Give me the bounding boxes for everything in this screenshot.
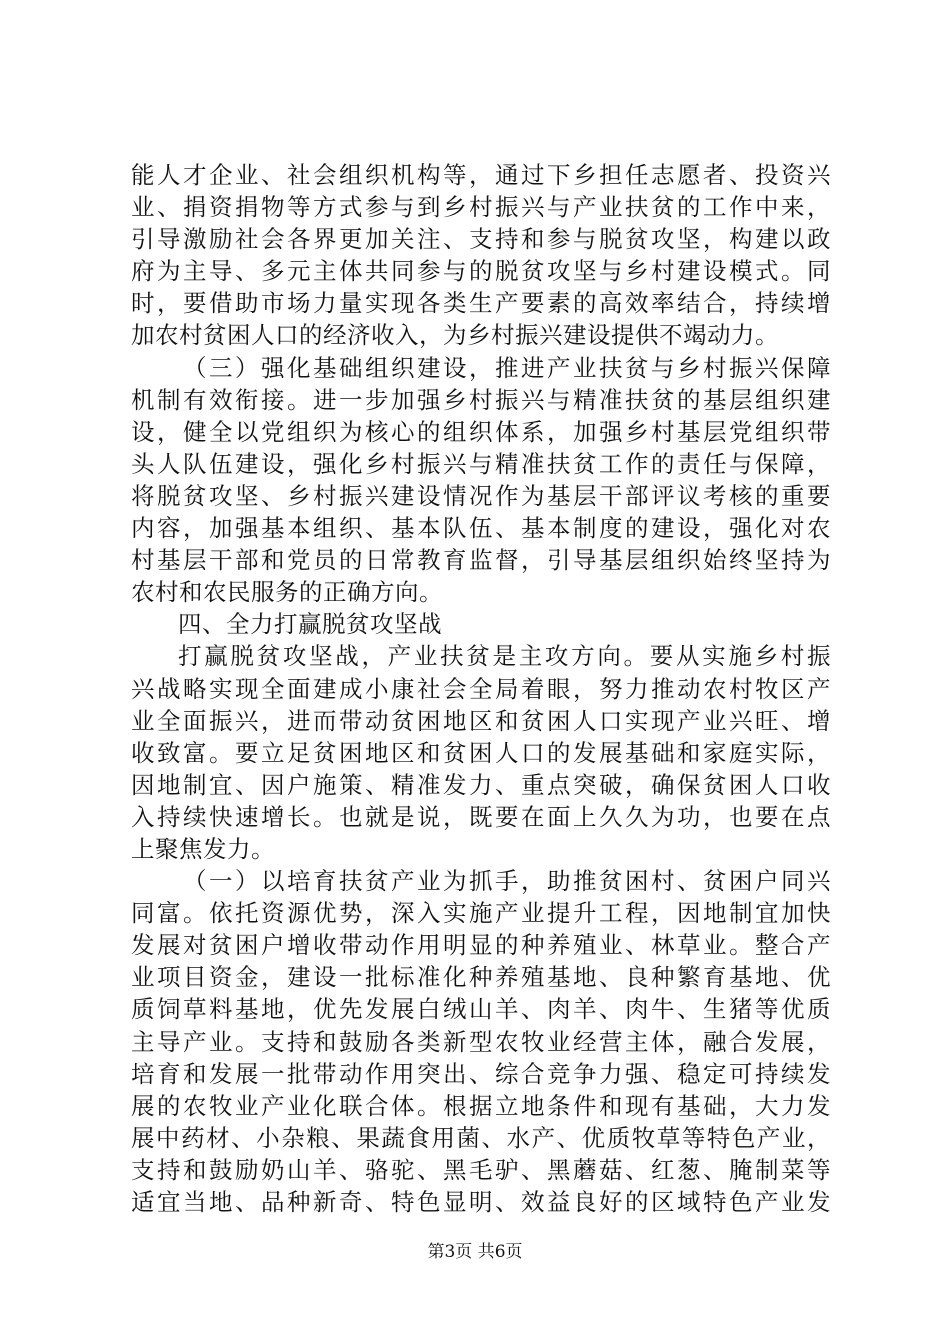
- text-line: 府为主导、多元主体共同参与的脱贫攻坚与乡村建设模式。同: [131, 257, 831, 286]
- text-line: 业、捐资捐物等方式参与到乡村振兴与产业扶贫的工作中来，: [131, 193, 831, 222]
- text-line: 同富。依托资源优势，深入实施产业提升工程，因地制宜加快: [131, 899, 831, 928]
- text-line: 收致富。要立足贫困地区和贫困人口的发展基础和家庭实际，: [131, 738, 831, 767]
- text-line: 农村和农民服务的正确方向。: [131, 578, 443, 607]
- text-line: 打赢脱贫攻坚战，产业扶贫是主攻方向。要从实施乡村振: [178, 642, 831, 671]
- text-line: 支持和鼓励奶山羊、骆驼、黑毛驴、黑蘑菇、红葱、腌制菜等: [131, 1155, 831, 1184]
- text-line: 培育和发展一批带动作用突出、综合竞争力强、稳定可持续发: [131, 1059, 831, 1088]
- document-body: [131, 159, 831, 1218]
- text-line: 四、全力打赢脱贫攻坚战: [178, 610, 442, 639]
- text-line: 将脱贫攻坚、乡村振兴建设情况作为基层干部评议考核的重要: [131, 481, 831, 510]
- text-line: 加农村贫困人口的经济收入，为乡村振兴建设提供不竭动力。: [131, 321, 779, 350]
- text-line: 头人队伍建设，强化乡村振兴与精准扶贫工作的责任与保障，: [131, 449, 831, 478]
- text-line: 设，健全以党组织为核心的组织体系，加强乡村基层党组织带: [131, 417, 831, 446]
- text-line: 适宜当地、品种新奇、特色显明、效益良好的区域特色产业发: [131, 1188, 831, 1216]
- text-line: 机制有效衔接。进一步加强乡村振兴与精准扶贫的基层组织建: [131, 385, 831, 414]
- text-line: （三）强化基础组织建设，推进产业扶贫与乡村振兴保障: [183, 353, 831, 382]
- text-line: 上聚焦发力。: [131, 834, 275, 863]
- text-line: 发展对贫困户增收带动作用明显的种养殖业、林草业。整合产: [131, 931, 831, 960]
- text-line: 展中药材、小杂粮、果蔬食用菌、水产、优质牧草等特色产业，: [131, 1123, 831, 1152]
- text-line: 时，要借助市场力量实现各类生产要素的高效率结合，持续增: [131, 289, 831, 318]
- page-footer: 第3页 共6页: [427, 1242, 523, 1262]
- text-line: 引导激励社会各界更加关注、支持和参与脱贫攻坚，构建以政: [131, 225, 831, 254]
- text-line: （一）以培育扶贫产业为抓手，助推贫困村、贫困户同兴: [183, 867, 831, 896]
- text-line: 村基层干部和党员的日常教育监督，引导基层组织始终坚持为: [131, 546, 831, 575]
- text-line: 主导产业。支持和鼓励各类新型农牧业经营主体，融合发展，: [131, 1027, 831, 1056]
- text-line: 内容，加强基本组织、基本队伍、基本制度的建设，强化对农: [131, 514, 831, 543]
- text-line: 质饲草料基地，优先发展白绒山羊、肉羊、肉牛、生猪等优质: [131, 995, 831, 1024]
- text-line: 业项目资金，建设一批标准化种养殖基地、良种繁育基地、优: [131, 963, 831, 992]
- text-line: 业全面振兴，进而带动贫困地区和贫困人口实现产业兴旺、增: [131, 706, 831, 735]
- text-line: 兴战略实现全面建成小康社会全局着眼，努力推动农村牧区产: [131, 674, 831, 703]
- text-line: 能人才企业、社会组织机构等，通过下乡担任志愿者、投资兴: [131, 161, 831, 189]
- text-line: 因地制宜、因户施策、精准发力、重点突破，确保贫困人口收: [131, 770, 831, 799]
- text-line: 入持续快速增长。也就是说，既要在面上久久为功，也要在点: [131, 802, 831, 831]
- text-line: 展的农牧业产业化联合体。根据立地条件和现有基础，大力发: [131, 1091, 831, 1120]
